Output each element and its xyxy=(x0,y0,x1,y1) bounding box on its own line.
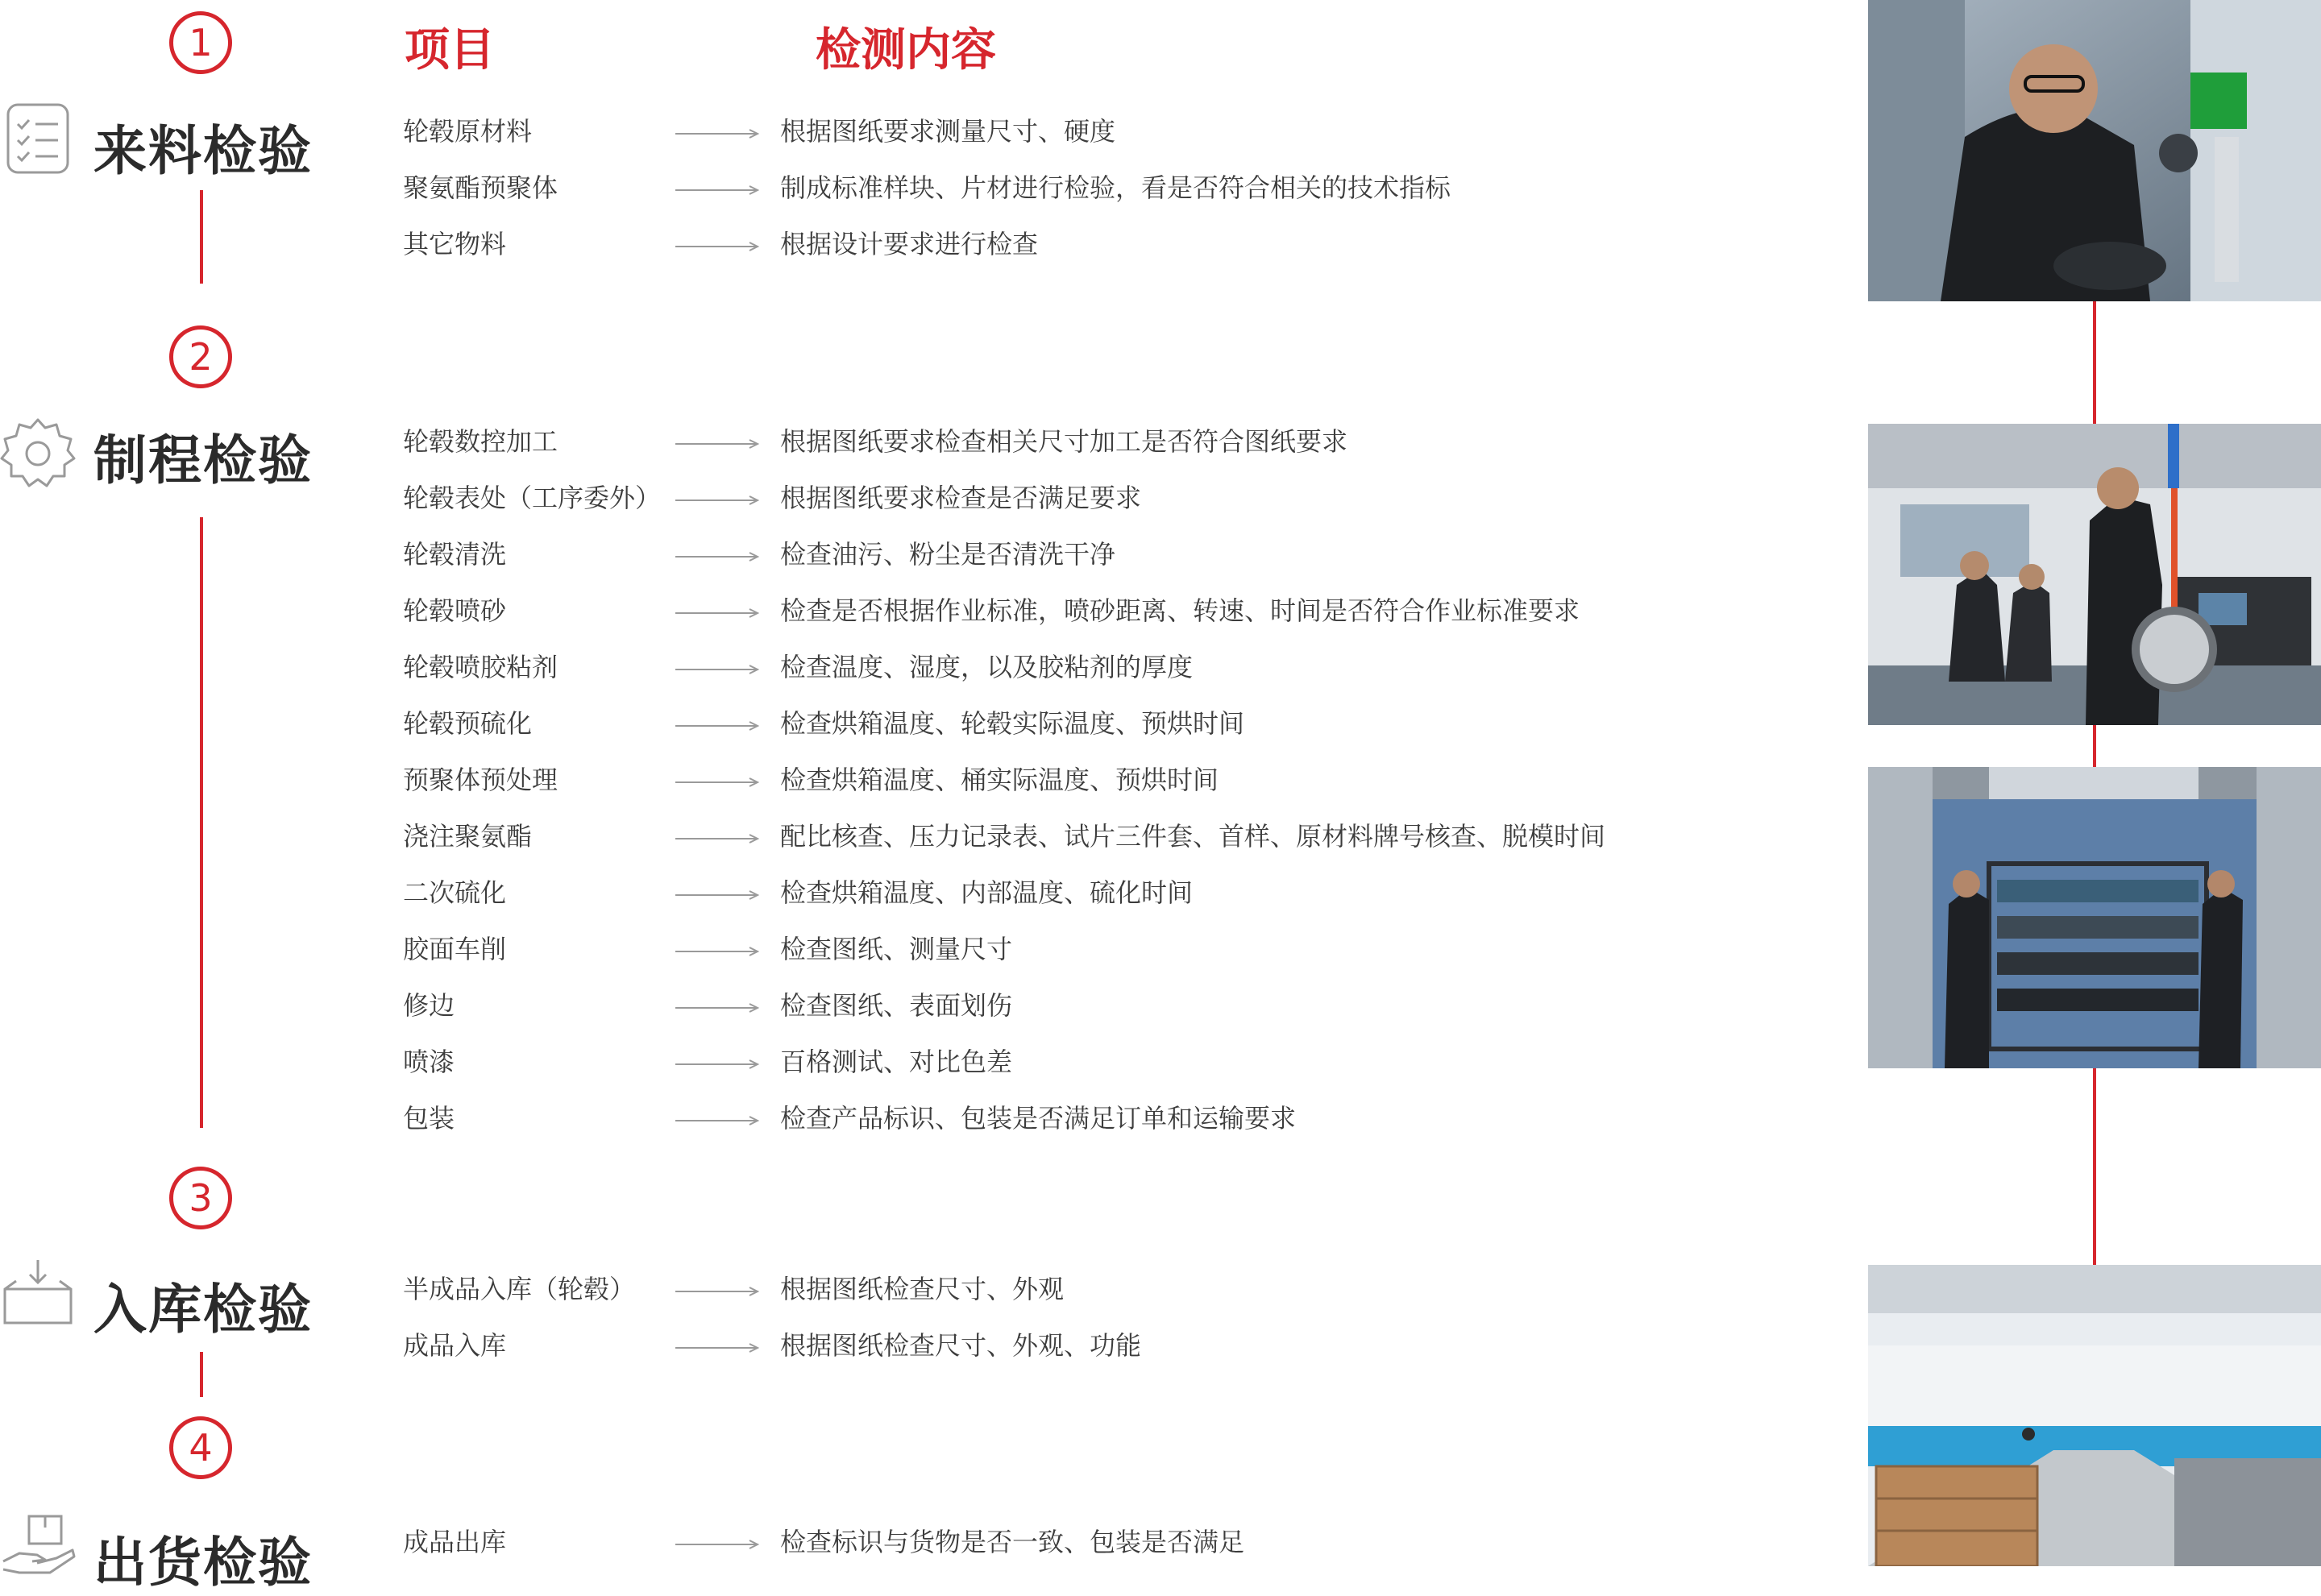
item-label: 二次硫化 xyxy=(403,877,507,908)
check-content: 检查烘箱温度、轮毂实际温度、预烘时间 xyxy=(780,708,1245,739)
arrow-icon xyxy=(675,1537,759,1547)
section-title-incoming: 来料检验 xyxy=(93,120,313,182)
photo-connector xyxy=(2093,1068,2096,1265)
check-content: 根据图纸要求检查是否满足要求 xyxy=(780,483,1142,513)
section-title-shipping: 出货检验 xyxy=(93,1532,313,1594)
photo-connector xyxy=(2093,725,2096,767)
item-label: 成品出库 xyxy=(403,1527,507,1557)
check-content: 根据图纸检查尺寸、外观 xyxy=(780,1274,1065,1304)
check-content: 根据图纸要求测量尺寸、硬度 xyxy=(780,116,1116,147)
arrow-icon xyxy=(675,239,759,249)
arrow-icon xyxy=(675,437,759,446)
arrow-icon xyxy=(675,719,759,728)
item-label: 聚氨酯预聚体 xyxy=(403,172,558,203)
check-content: 检查温度、湿度，以及胶粘剂的厚度 xyxy=(780,652,1194,682)
step-number-3: 3 xyxy=(169,1167,232,1229)
arrow-icon xyxy=(675,1001,759,1010)
item-label: 浇注聚氨酯 xyxy=(403,821,533,852)
arrow-icon xyxy=(675,888,759,897)
item-label: 轮毂表处（工序委外） xyxy=(403,483,662,513)
item-label: 修边 xyxy=(403,990,455,1021)
step-number-1: 1 xyxy=(169,11,232,74)
check-content: 制成标准样块、片材进行检验，看是否符合相关的技术指标 xyxy=(780,172,1451,203)
header-item: 项目 xyxy=(405,24,495,77)
item-label: 轮毂喷砂 xyxy=(403,595,507,626)
hand-box-icon xyxy=(0,1513,77,1577)
check-content: 检查烘箱温度、内部温度、硫化时间 xyxy=(780,877,1194,908)
item-label: 成品入库 xyxy=(403,1330,507,1361)
photo-connector xyxy=(2093,301,2096,424)
check-content: 检查油污、粉尘是否清洗干净 xyxy=(780,539,1116,570)
checklist-icon xyxy=(5,102,71,176)
step-number-2: 2 xyxy=(169,325,232,388)
timeline-connector xyxy=(200,517,203,1128)
item-label: 包装 xyxy=(403,1103,455,1134)
item-label: 轮毂数控加工 xyxy=(403,426,558,457)
item-label: 轮毂喷胶粘剂 xyxy=(403,652,558,682)
arrow-icon xyxy=(675,1057,759,1067)
item-label: 胶面车削 xyxy=(403,934,507,964)
arrow-icon xyxy=(675,549,759,559)
check-content: 配比核查、压力记录表、试片三件套、首样、原材料牌号核查、脱模时间 xyxy=(780,821,1606,852)
item-label: 其它物料 xyxy=(403,229,507,259)
check-content: 检查标识与货物是否一致、包装是否满足 xyxy=(780,1527,1245,1557)
photo-warehouse xyxy=(1868,1265,2321,1566)
check-content: 检查图纸、测量尺寸 xyxy=(780,934,1013,964)
timeline-connector xyxy=(200,1352,203,1397)
check-content: 检查是否根据作业标准，喷砂距离、转速、时间是否符合作业标准要求 xyxy=(780,595,1580,626)
item-label: 半成品入库（轮毂） xyxy=(403,1274,636,1304)
photo-worker-lifting-wheel xyxy=(1868,424,2321,725)
arrow-icon xyxy=(675,775,759,785)
check-content: 检查产品标识、包装是否满足订单和运输要求 xyxy=(780,1103,1297,1134)
arrow-icon xyxy=(675,493,759,503)
check-content: 检查烘箱温度、桶实际温度、预烘时间 xyxy=(780,765,1219,795)
section-title-process: 制程检验 xyxy=(93,429,313,491)
arrow-icon xyxy=(675,1341,759,1350)
item-label: 轮毂原材料 xyxy=(403,116,533,147)
item-label: 预聚体预处理 xyxy=(403,765,558,795)
arrow-icon xyxy=(675,126,759,136)
check-content: 根据图纸检查尺寸、外观、功能 xyxy=(780,1330,1142,1361)
arrow-icon xyxy=(675,606,759,616)
arrow-icon xyxy=(675,1284,759,1294)
arrow-icon xyxy=(675,944,759,954)
item-label: 轮毂清洗 xyxy=(403,539,507,570)
check-content: 根据设计要求进行检查 xyxy=(780,229,1039,259)
step-number-4: 4 xyxy=(169,1416,232,1479)
check-content: 百格测试、对比色差 xyxy=(780,1047,1013,1077)
arrow-icon xyxy=(675,662,759,672)
check-content: 检查图纸、表面划伤 xyxy=(780,990,1013,1021)
photo-inspector-measuring xyxy=(1868,0,2321,301)
item-label: 喷漆 xyxy=(403,1047,455,1077)
inbox-icon xyxy=(0,1257,76,1328)
gear-icon xyxy=(0,415,76,491)
timeline-connector xyxy=(200,190,203,284)
arrow-icon xyxy=(675,1113,759,1123)
section-title-warehouse: 入库检验 xyxy=(93,1279,313,1341)
item-label: 轮毂预硫化 xyxy=(403,708,533,739)
arrow-icon xyxy=(675,183,759,193)
arrow-icon xyxy=(675,831,759,841)
check-content: 根据图纸要求检查相关尺寸加工是否符合图纸要求 xyxy=(780,426,1348,457)
photo-workers-pushing-rack xyxy=(1868,767,2321,1068)
header-content: 检测内容 xyxy=(816,24,996,77)
